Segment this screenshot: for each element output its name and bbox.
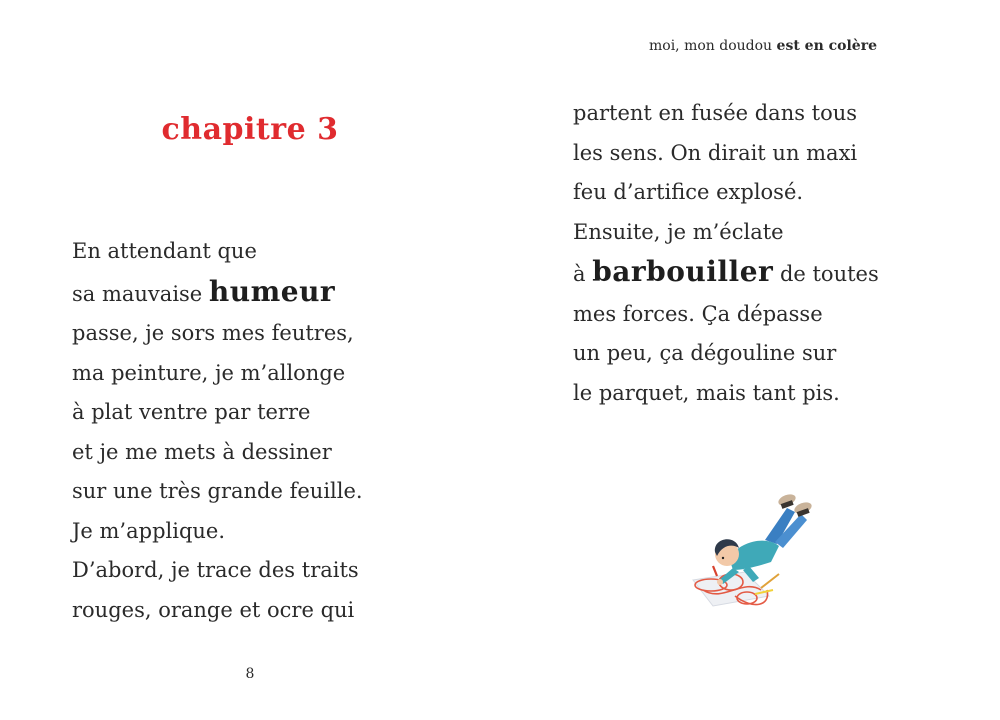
boy-drawing-illustration (683, 478, 813, 618)
text-line (72, 393, 363, 433)
text-run: rouges, orange et ocre qui (72, 597, 355, 622)
text-line (573, 252, 879, 295)
text-line (72, 472, 363, 512)
text-run: sa mauvaise (72, 281, 209, 306)
text-run: un peu, ça dégouline sur (573, 341, 837, 365)
page-number: 8 (245, 666, 255, 682)
text-run: En attendant que (72, 239, 257, 263)
running-head-regular: moi, mon doudou (649, 38, 777, 54)
text-run: partent en fusée dans tous (573, 101, 858, 125)
text-run: sur une très grande feuille. (72, 479, 363, 503)
text-run: D’abord, je trace des traits (72, 558, 359, 582)
text-run: Ensuite, je m’éclate (573, 219, 784, 244)
right-page-text (573, 94, 879, 413)
text-run: de toutes (773, 262, 879, 286)
text-line (72, 551, 363, 591)
emphasized-word: humeur (208, 274, 336, 308)
text-run: feu d’artifice explosé. (573, 180, 804, 204)
text-line (72, 314, 363, 354)
text-line (72, 512, 363, 552)
text-run: à plat ventre par terre (72, 400, 311, 424)
text-run: les sens. On dirait un maxi (573, 140, 858, 165)
text-line (573, 374, 879, 414)
running-head-bold: est en colère (776, 38, 877, 54)
text-line (72, 433, 363, 473)
text-run: Je m’applique. (72, 518, 226, 543)
text-line (573, 213, 879, 253)
text-run: le parquet, mais tant pis. (573, 380, 840, 405)
text-run: mes forces. Ça dépasse (573, 301, 823, 326)
emphasized-word: barbouiller (592, 255, 774, 288)
text-line (72, 232, 363, 272)
text-line (72, 591, 363, 631)
text-run: ma peinture, je m’allonge (72, 360, 346, 385)
text-run: à (573, 262, 593, 286)
running-head (649, 38, 877, 54)
right-page (500, 0, 1000, 720)
text-line (573, 94, 879, 134)
text-run: et je me mets à dessiner (72, 439, 332, 464)
chapter-title: chapitre 3 (161, 112, 339, 147)
text-line (573, 134, 879, 174)
text-line (573, 334, 879, 374)
text-line (72, 272, 363, 315)
text-line (573, 173, 879, 213)
text-run: passe, je sors mes feutres, (72, 321, 354, 345)
text-line (573, 295, 879, 335)
text-line (72, 354, 363, 394)
left-page-text (72, 232, 363, 630)
